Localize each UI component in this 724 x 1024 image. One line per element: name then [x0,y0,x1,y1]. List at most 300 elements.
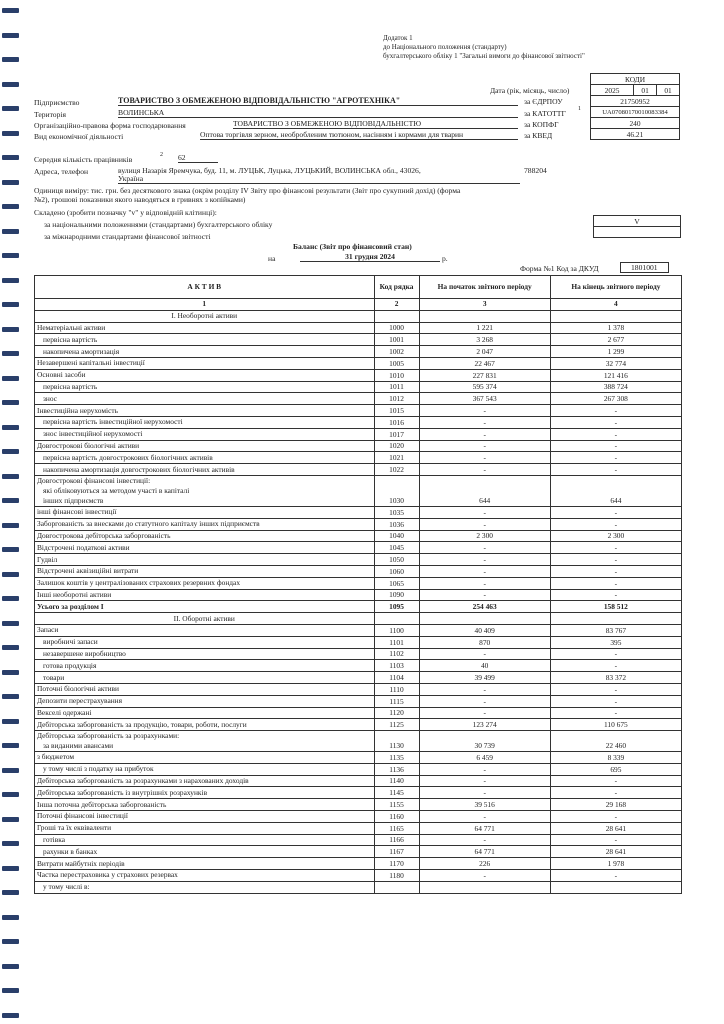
cell-start: 40 [419,660,550,672]
row-label [35,752,375,764]
cell-code: 1050 [374,554,419,566]
binding-ring [2,474,19,479]
row-label-line: Інші необоротні активи [37,589,112,599]
cell-end: 83 372 [550,672,681,684]
binding-ring [2,670,19,675]
table-row [35,881,682,893]
row-label-line: за виданими авансами [43,741,114,751]
cell-code: 1021 [374,452,419,464]
table-row [35,870,682,882]
binding-ring [2,694,19,699]
row-label [35,648,375,660]
table-row [35,624,682,636]
cell-code: 1065 [374,577,419,589]
table-row [35,660,682,672]
cell-code: 1160 [374,811,419,823]
col-code: Код рядка [374,276,419,299]
cell-code: 1100 [374,624,419,636]
units-line1: Одиниця виміру: тис. грн. без десяткового знака (окрім розділу IV Звіту про фінансові результати (Звіт про сукупний дохід) (форма [34,186,461,195]
table-row [35,834,682,846]
table-row [35,518,682,530]
cell-end: 644 [550,475,681,506]
row-label [35,464,375,476]
cell-start: 22 467 [419,357,550,369]
binding-ring [2,743,19,748]
cell-end: 267 308 [550,393,681,405]
cell-start: - [419,707,550,719]
binding-ring [2,327,19,332]
cell-end: - [550,542,681,554]
katottg-label: за КАТОТТГ [524,109,566,118]
binding-ring [2,817,19,822]
row-label [35,440,375,452]
row-label [35,763,375,775]
table-row [35,475,682,506]
row-label-line: Поточні біологічні активи [37,684,119,694]
row-label-line: Відстрочені аквізиційні витрати [37,566,139,576]
cell-start: - [419,464,550,476]
cell-end: - [550,464,681,476]
cell-end: 121 416 [550,369,681,381]
table-row [35,416,682,428]
table-row [35,381,682,393]
row-label-line: знос [43,393,58,403]
binding-ring [2,8,19,13]
cell-code: 1145 [374,787,419,799]
date-month: 01 [634,85,657,96]
cell-start: - [419,416,550,428]
row-label [35,834,375,846]
table-row [35,452,682,464]
cell-end: 22 460 [550,731,681,752]
appendix-note [383,34,585,61]
table-row [35,731,682,752]
cell-end: - [550,416,681,428]
cell-end: 32 774 [550,357,681,369]
cell-start: - [419,811,550,823]
cell-end: - [550,683,681,695]
year-suffix: р. [442,254,448,263]
cell-start: - [419,440,550,452]
cell-end: 83 767 [550,624,681,636]
cell-end: 28 641 [550,822,681,834]
cell-end: - [550,660,681,672]
appendix-line: до Національного положення (стандарту) [383,43,507,51]
cell-end: - [550,428,681,440]
form-label: Форма №1 Код за ДКУД [520,264,599,273]
row-label [35,416,375,428]
row-label [35,858,375,870]
legal-form-value: ТОВАРИСТВО З ОБМЕЖЕНОЮ ВІДПОВІДАЛЬНІСТЮ [233,119,518,129]
row-label [35,542,375,554]
cell-start: - [419,452,550,464]
cell-start: - [419,775,550,787]
binding-ring [2,351,19,356]
cell-start: 123 274 [419,719,550,731]
table-row [35,346,682,358]
address-line1: вулиця Назарія Яремчука, буд. 11, м. ЛУЦЬК, Луцька, ЛУЦЬКИЙ, ВОЛИНСЬКА обл., 43026, [118,166,421,175]
row-label-line: Довгострокові біологічні активи [37,440,140,450]
cell-start: 595 374 [419,381,550,393]
balance-table [34,275,682,894]
cell-code: 1104 [374,672,419,684]
cell-start: - [419,565,550,577]
row-label [35,346,375,358]
cell-start: - [419,683,550,695]
cell-end: - [550,554,681,566]
row-label-line: Дебіторська заборгованість із внутрішніх розрахунків [37,787,208,797]
row-label [35,381,375,393]
cell-end: 388 724 [550,381,681,393]
cell-start: 3 268 [419,334,550,346]
enterprise-name: ТОВАРИСТВО З ОБМЕЖЕНОЮ ВІДПОВІДАЛЬНІСТЮ "АГРОТЕХНІКА" [118,96,518,106]
cell-code: 1155 [374,799,419,811]
row-label-line: Довгострокові фінансові інвестиції: [37,475,151,485]
row-label [35,881,375,893]
cell-start: - [419,834,550,846]
cell-start: - [419,577,550,589]
table-row [35,858,682,870]
cell-start: 870 [419,636,550,648]
cell-code: 1125 [374,719,419,731]
cell-code: 1101 [374,636,419,648]
cell-code: 1090 [374,589,419,601]
binding-ring [2,180,19,185]
cell-end [550,881,681,893]
row-label-line: товари [43,672,65,682]
binding-ring [2,792,19,797]
enterprise-label: Підприємство [34,98,80,107]
col-asset: А К Т И В [35,276,375,299]
on-label: на [268,254,276,263]
row-label [35,518,375,530]
row-label [35,660,375,672]
table-row [35,695,682,707]
cell-start: - [419,870,550,882]
cell-start: 30 739 [419,731,550,752]
section-title: II. Оборотні активи [35,613,375,625]
cell-end: 1 299 [550,346,681,358]
binding-ring [2,939,19,944]
row-label-line: незавершене виробництво [43,648,126,658]
row-label-line: Основні засоби [37,370,86,380]
cell-code: 1022 [374,464,419,476]
row-label-line: які обліковуються за методом участі в капіталі [43,485,190,495]
binding-ring [2,302,19,307]
row-label [35,731,375,752]
cell-code: 1000 [374,322,419,334]
row-label-line: Відстрочені податкові активи [37,542,130,552]
binding-ring [2,768,19,773]
cell-end: 29 168 [550,799,681,811]
row-label [35,334,375,346]
binding-ring [2,253,19,258]
row-label-line: Інвестиційна нерухомість [37,405,118,415]
table-row [35,440,682,452]
cell-code: 1020 [374,440,419,452]
cell-end: - [550,787,681,799]
cell-start: - [419,589,550,601]
cell-code: 1095 [374,601,419,613]
row-label-line: Дебіторська заборгованість за розрахунками: [37,731,180,741]
row-label [35,369,375,381]
row-label-line: первісна вартість інвестиційної нерухомості [43,417,183,427]
col-start: На початок звітного періоду [419,276,550,299]
table-row [35,719,682,731]
row-label [35,672,375,684]
cell-start [419,881,550,893]
edrpou-label: за ЄДРПОУ [524,97,563,106]
cell-start: - [419,695,550,707]
table-row [35,683,682,695]
kved-label: за КВЕД [524,131,553,140]
row-label-line: у тому числі в: [43,882,90,892]
cell-end: 2 677 [550,334,681,346]
cell-start: - [419,648,550,660]
katottg-value: UA07080170010083384 [591,107,680,118]
cell-code: 1180 [374,870,419,882]
row-label [35,695,375,707]
cell-start: 39 499 [419,672,550,684]
binding-ring [2,572,19,577]
cell-start: 6 459 [419,752,550,764]
compiled-label: Складено (зробити позначку "v" у відповідній клітинці): [34,208,217,217]
binding-ring [2,719,19,724]
cell-start: 367 543 [419,393,550,405]
binding-ring [2,866,19,871]
compiled-mark: V [594,216,681,227]
table-row [35,787,682,799]
cell-start: 39 516 [419,799,550,811]
cell-code: 1005 [374,357,419,369]
table-row [35,589,682,601]
section-title: I. Необоротні активи [35,310,375,322]
row-label [35,530,375,542]
cell-end: - [550,565,681,577]
table-row [35,554,682,566]
binding-ring [2,498,19,503]
address-line2: Україна [118,174,520,184]
cell-code: 1136 [374,763,419,775]
table-row [35,601,682,613]
binding-ring [2,57,19,62]
cell-start: 40 409 [419,624,550,636]
col-num-4: 4 [550,299,681,311]
row-label-line: первісна вартість довгострокових біологічних активів [43,452,213,462]
table-row [35,577,682,589]
binding-ring [2,645,19,650]
cell-code: 1036 [374,518,419,530]
table-row [35,846,682,858]
cell-end: 695 [550,763,681,775]
row-label-line: Дебіторська заборгованість за продукцію, товари, роботи, послуги [37,719,247,729]
row-label [35,589,375,601]
table-row [35,322,682,334]
binding-ring [2,33,19,38]
cell-end: - [550,506,681,518]
row-label-line: Гроші та їх еквіваленти [37,823,112,833]
binding-ring [2,841,19,846]
employees-mark: 2 [160,152,163,158]
edrpou-value: 21750952 [591,96,680,107]
cell-end: 1 378 [550,322,681,334]
cell-code: 1140 [374,775,419,787]
cell-end: 8 339 [550,752,681,764]
territory-value: ВОЛИНСЬКА [118,108,518,118]
territory-label: Територія [34,110,66,119]
row-label-line: готова продукція [43,660,97,670]
table-row [35,752,682,764]
row-label-line: виробничі запаси [43,637,98,647]
binding-ring [2,449,19,454]
binding-ring [2,106,19,111]
binding-ring [2,988,19,993]
col-num-2: 2 [374,299,419,311]
empty-cell [374,310,419,322]
empty-cell [550,613,681,625]
codes-title: КОДИ [591,74,680,85]
row-label [35,719,375,731]
empty-cell [374,613,419,625]
cell-end: 1 978 [550,858,681,870]
col-num-1: 1 [35,299,375,311]
compiled-option-international: за міжнародними стандартами фінансової звітності [44,232,211,241]
cell-code: 1115 [374,695,419,707]
cell-end: - [550,589,681,601]
binding-ring [2,915,19,920]
cell-code: 1030 [374,475,419,506]
binding-ring [2,155,19,160]
row-label [35,870,375,882]
row-label-line: Нематеріальні активи [37,322,106,332]
table-row [35,464,682,476]
binding-ring [2,596,19,601]
cell-code: 1010 [374,369,419,381]
cell-code: 1002 [374,346,419,358]
row-label [35,601,375,613]
row-label [35,428,375,440]
binding-ring [2,425,19,430]
row-label-line: Заборгованість за внесками до статутного капіталу інших підприємств [37,519,260,529]
table-row [35,799,682,811]
table-row [35,648,682,660]
compiled-checkbox [593,215,681,238]
cell-code: 1102 [374,648,419,660]
cell-code: 1166 [374,834,419,846]
binding-ring [2,523,19,528]
binding-ring [2,400,19,405]
cell-start: 644 [419,475,550,506]
form-code: 1801001 [620,262,669,273]
row-label [35,357,375,369]
cell-start: - [419,428,550,440]
row-label [35,393,375,405]
cell-code: 1170 [374,858,419,870]
empty-cell [550,310,681,322]
activity-value: Оптова торгівля зерном, необробленим тютюном, насінням і кормами для тварин [200,130,518,140]
table-row [35,369,682,381]
binding-ring [2,376,19,381]
row-label-line: Довгострокова дебіторська заборгованість [37,530,171,540]
row-label-line: Інша поточна дебіторська заборгованість [37,799,167,809]
binding-ring [2,229,19,234]
date-label: Дата (рік, місяць, число) [490,86,570,95]
table-row [35,672,682,684]
binding-ring [2,1013,19,1018]
cell-start: - [419,763,550,775]
address-label: Адреса, телефон [34,167,89,176]
binding-ring [2,278,19,283]
cell-end: 395 [550,636,681,648]
row-label-line: інших підприємств [43,495,104,505]
row-label [35,787,375,799]
row-label-line: Дебіторська заборгованість за розрахунками з нарахованих доходів [37,776,249,786]
table-row [35,822,682,834]
cell-code: 1016 [374,416,419,428]
row-label [35,475,375,506]
cell-end: - [550,452,681,464]
phone-value: 788204 [524,166,547,175]
cell-code: 1120 [374,707,419,719]
date-day: 01 [657,85,680,96]
cell-code: 1001 [374,334,419,346]
row-label [35,624,375,636]
binding-ring [2,547,19,552]
row-label [35,799,375,811]
cell-start: 64 771 [419,846,550,858]
legal-form-label: Організаційно-правова форма господарювання [34,121,186,130]
kopfg-label: за КОПФГ [524,120,559,129]
cell-start: 1 221 [419,322,550,334]
row-label [35,554,375,566]
cell-code: 1015 [374,405,419,417]
row-label-line: Частка перестраховика у страхових резервах [37,870,178,880]
cell-start: 226 [419,858,550,870]
cell-start: 64 771 [419,822,550,834]
row-label-line: Залишок коштів у централізованих страхових резервних фондах [37,578,241,588]
row-label [35,322,375,334]
row-label [35,577,375,589]
row-label-line: Векселі одержані [37,707,92,717]
cell-end: 2 300 [550,530,681,542]
table-row [35,542,682,554]
table-row [35,428,682,440]
katottg-mark: 1 [578,106,581,112]
table-row [35,636,682,648]
cell-code: 1045 [374,542,419,554]
section-row [35,613,682,625]
section-row [35,310,682,322]
table-row [35,530,682,542]
cell-start: 227 831 [419,369,550,381]
cell-code: 1135 [374,752,419,764]
kopfg-value: 240 [591,118,680,129]
cell-end: - [550,577,681,589]
cell-code: 1165 [374,822,419,834]
row-label-line: первісна вартість [43,334,98,344]
row-label-line: накопичена амортизація [43,346,120,356]
row-label-line: інші фінансові інвестиції [37,507,117,517]
employees-label: Середня кількість працівників [34,155,133,164]
cell-end: - [550,440,681,452]
row-label [35,683,375,695]
cell-code: 1103 [374,660,419,672]
binding-ring [2,131,19,136]
cell-code: 1017 [374,428,419,440]
cell-end: 110 675 [550,719,681,731]
row-label-line: первісна вартість [43,381,98,391]
row-label [35,405,375,417]
